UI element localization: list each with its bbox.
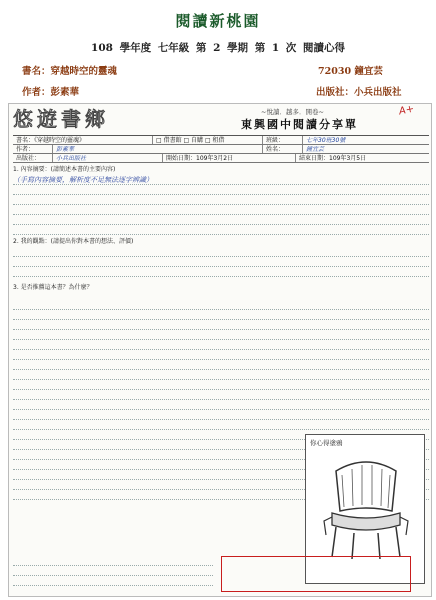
info-cell: 班級：: [263, 136, 303, 144]
header-title: 閱讀新桃園: [175, 12, 261, 30]
handwritten-line: [13, 195, 429, 205]
author-name: 彭素華: [50, 87, 80, 98]
handwritten-line: [13, 310, 429, 320]
info-cell: 開始日期：109年3月2日: [163, 154, 296, 162]
sheet-motto: ~悅讀．越多．開卷~: [261, 108, 324, 116]
teacher-comment-box: [221, 556, 411, 592]
handwritten-line: [13, 390, 429, 400]
info-cell-handwritten: 小兵出版社: [53, 154, 163, 162]
handwritten-line: [13, 320, 429, 330]
handwritten-line: [13, 360, 429, 370]
info-cell: 作者：: [13, 145, 53, 153]
info-cell: 結束日期：109年3月5日: [299, 155, 367, 162]
chair-doodle-icon: [318, 451, 414, 563]
info-cell: 出版社：: [13, 154, 53, 162]
answer-2-lines: [13, 247, 429, 277]
info-cell: 書名：《穿越時空的靈魂》: [13, 136, 153, 144]
scanned-worksheet: [8, 103, 432, 597]
doodle-label: 你心得塗鴉: [310, 439, 343, 447]
handwritten-line: [13, 247, 429, 257]
publisher-name: 小兵出版社: [354, 87, 402, 98]
handwritten-line: [13, 257, 429, 267]
info-cell-handwritten: 七年30班30號: [306, 137, 346, 144]
handwritten-line: [13, 420, 429, 430]
info-cell: 姓名：: [263, 145, 303, 153]
handwritten-line: [13, 576, 213, 586]
question-1: 1. 內容摘要：(請簡述本書的主要內容): [13, 166, 116, 173]
header-subtitle: 108 學年度 七年級 第 2 學期 第 1 次 閱讀心得: [91, 42, 345, 54]
author-row: [22, 84, 79, 98]
handwritten-line: （手寫內容摘要，解析度不足無法逐字辨識）: [13, 175, 429, 185]
question-2: 2. 我的觀點：(請提出你對本書的想法、評價): [13, 238, 134, 245]
answer-4-lines: [13, 556, 213, 586]
handwritten-line: [13, 185, 429, 195]
handwritten-line: [13, 205, 429, 215]
teacher-score-mark: A+: [398, 103, 416, 118]
sheet-banner: 悠遊書鄉: [13, 107, 109, 131]
book-title: 穿越時空的靈魂: [50, 66, 118, 77]
info-cell-handwritten: 鐘宜芸: [306, 146, 325, 153]
info-row: [13, 136, 429, 145]
publisher-label: 出版社：: [316, 87, 355, 98]
author-label: 作者：: [22, 87, 51, 98]
handwritten-line: [13, 410, 429, 420]
sheet-title: 東興國中閱讀分享單: [241, 118, 358, 131]
handwritten-line: [13, 330, 429, 340]
info-row: [13, 145, 429, 154]
handwritten-line: [13, 566, 213, 576]
publisher-row: [316, 84, 402, 98]
handwritten-line: [13, 300, 429, 310]
student-id-name: 72030 鐘宜芸: [318, 66, 383, 77]
handwritten-line: [13, 370, 429, 380]
handwritten-line: [13, 267, 429, 277]
question-3: 3. 是否推薦這本書？為什麼？: [13, 284, 93, 291]
handwritten-line: [13, 340, 429, 350]
book-info-table: [13, 135, 429, 163]
info-cell: □ 借書館 □ 自購 □ 租借: [153, 136, 263, 144]
info-row: [13, 154, 429, 163]
handwritten-line: [13, 215, 429, 225]
info-cell-handwritten: 彭素華: [53, 145, 263, 153]
answer-1-lines: [13, 175, 429, 235]
handwritten-line: [13, 556, 213, 566]
document-header: [0, 0, 436, 100]
book-title-row: [22, 63, 117, 77]
handwritten-line: [13, 350, 429, 360]
handwritten-line: [13, 380, 429, 390]
book-label: 書名：: [22, 66, 51, 77]
handwritten-line: [13, 400, 429, 410]
handwritten-line: [13, 225, 429, 235]
